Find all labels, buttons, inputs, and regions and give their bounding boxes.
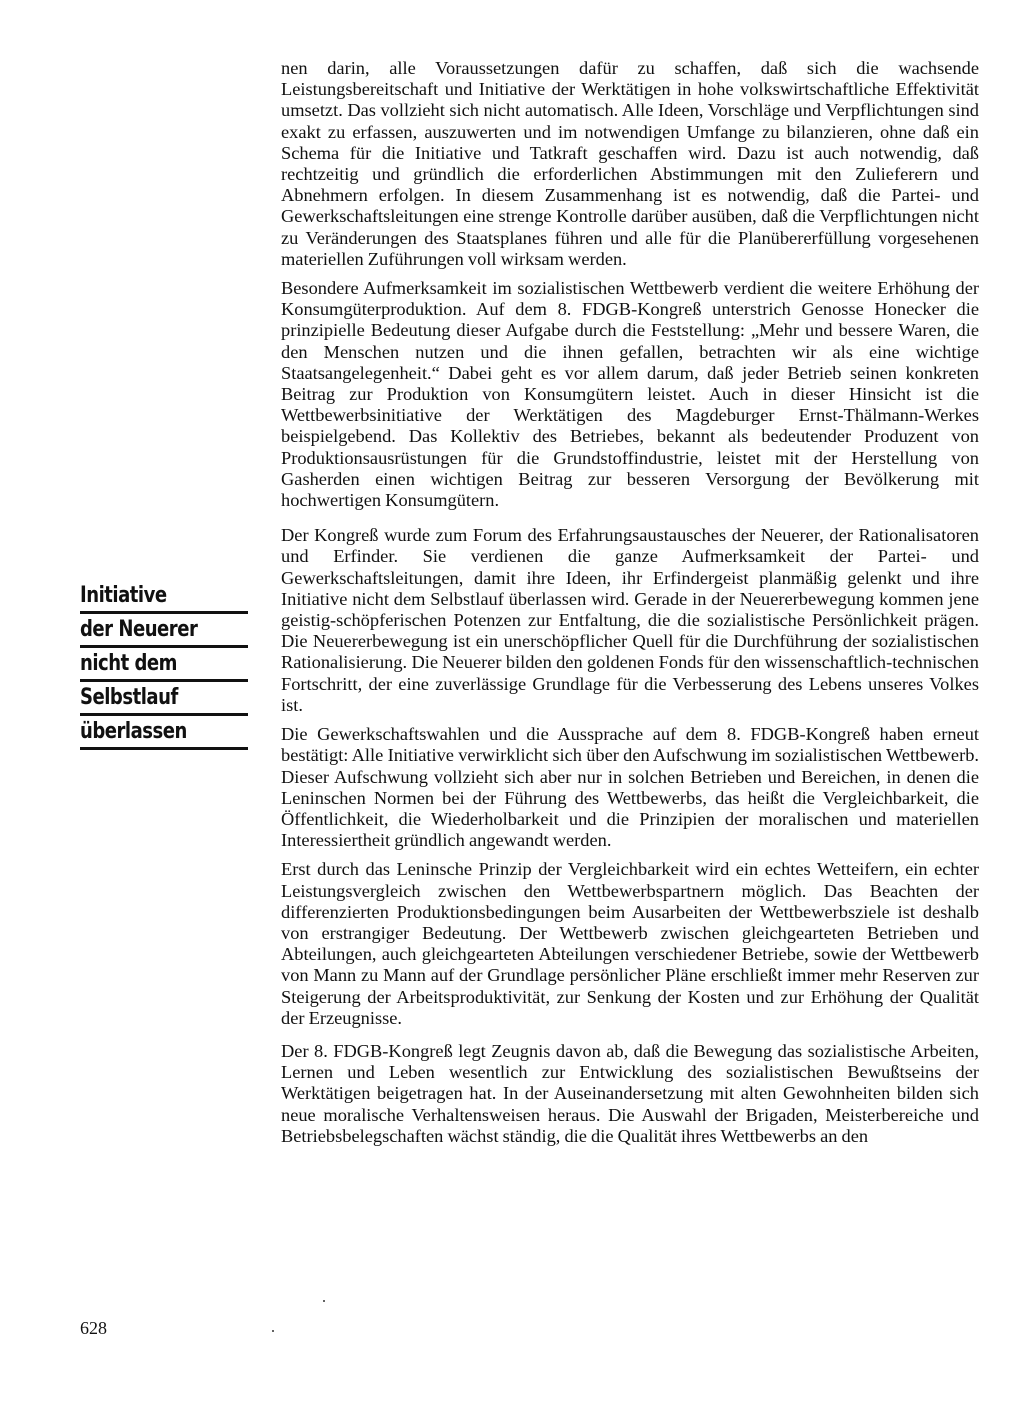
paragraph-5: Erst durch das Leninsche Prinzip der Vergleichbarkeit wird ein echtes Wetteifern, ein echter Leistungsvergleich zwischen den Wettbewerbspartnern möglich. Das Beachten der differenzierten Produktionsbedingungen beim Ausarbeiten der Wettbewerbsziele ist deshalb von erstrangiger Bedeutung. Der Wettbewerb zwischen gleichgearteten Betrieben und Abteilungen, auch gleichgearteten Abteilungen verschiedener Betriebe, sowie der Wettbewerb von Mann zu Mann auf der Grundlage persönlicher Pläne erschließt immer mehr Reserven zur Steigerung der Arbeitsproduktivität, zur Senkung der Kosten und zur Erhöhung der Qualität der Erzeugnisse. (281, 859, 979, 1028)
page-number: 628 (80, 1318, 107, 1338)
paragraph-4: Die Gewerkschaftswahlen und die Aussprache auf dem 8. FDGB-Kongreß haben erneut bestätigt: Alle Initiative verwirklicht sich über den Aufschwung im sozialistischen Wettbewerb. Dieser Aufschwung vollzieht sich aber nur in solchen Betrieben und Bereichen, in denen die Leninschen Normen bei der Führung des Wettbewerbs, das heißt die Vergleichbarkeit, die Öffentlichkeit, die Wiederholbarkeit und die Prinzipien der moralischen und materiellen Interessiertheit gründlich angewandt werden. (281, 724, 979, 851)
paragraph-2: Besondere Aufmerksamkeit im sozialistischen Wettbewerb verdient die weitere Erhöhung der Konsumgüterproduktion. Auf dem 8. FDGB-Kongreß unterstrich Genosse Honecker die prinzipielle Bedeutung dieser Aufgabe durch die Feststellung: „Mehr und bessere Waren, die den Menschen nutzen und die ihnen gefallen, betrachten wir als eine wichtige Staatsangelegenheit.“ Dabei geht es vor allem darum, daß jeder Betrieb seinen konkreten Beitrag zur Produktion von Konsumgütern leistet. Auch in dieser Hinsicht ist die Wettbewerbsinitiative der Werktätigen des Magdeburger Ernst-Thälmann-Werkes beispielgebend. Das Kollektiv des Betriebes, bekannt als bedeutender Produzent von Produktionsausrüstungen für die Grundstoffindustrie, leistet mit der Herstellung von Gasherden einen wichtigen Beitrag zur besseren Versorgung der Bevölkerung mit hochwertigen Konsumgütern. (281, 278, 979, 511)
heading-rule (80, 645, 248, 648)
margin-heading-line: überlassen (80, 719, 187, 744)
margin-heading-line: Initiative (80, 583, 167, 608)
margin-heading-line: Selbstlauf (80, 685, 178, 710)
scan-speck (272, 1330, 274, 1332)
scan-speck (323, 1300, 325, 1302)
margin-heading (80, 583, 248, 753)
heading-rule (80, 747, 248, 750)
heading-rule (80, 679, 248, 682)
heading-rule (80, 611, 248, 614)
paragraph-6: Der 8. FDGB-Kongreß legt Zeugnis davon ab, daß die Bewegung das sozialistische Arbeiten, Lernen und Leben wesentlich zur Entwicklung des sozialistischen Bewußtseins der Werktätigen beigetragen hat. In der Auseinandersetzung mit alten Gewohnheiten bilden sich neue moralische Verhaltensweisen heraus. Die Auswahl der Brigaden, Meisterbereiche und Betriebsbelegschaften wächst ständig, die die Qualität ihres Wettbewerbs an den (281, 1040, 979, 1146)
body-text-column (281, 58, 979, 1147)
paragraph-1: nen darin, alle Voraussetzungen dafür zu schaffen, daß sich die wachsende Leistungsbereitschaft und Initiative der Werktätigen in hohe volkswirtschaftliche Effektivität umsetzt. Das vollzieht sich nicht automatisch. Alle Ideen, Vorschläge und Verpflichtungen sind exakt zu erfassen, auszuwerten und im notwendigen Umfange zu bilanzieren, ohne daß ein Schema für die Initiative und Tatkraft geschaffen wird. Dazu ist auch notwendig, daß rechtzeitig und gründlich die erforderlichen Abstimmungen mit den Zulieferern und Abnehmern erfolgen. In diesem Zusammenhang ist es notwendig, daß die Partei- und Gewerkschaftsleitungen eine strenge Kontrolle darüber ausüben, daß die Verpflichtungen nicht zu Veränderungen des Staatsplanes führen und alle für die Planübererfüllung vorgesehenen materiellen Zuführungen voll wirksam werden. (281, 58, 979, 269)
heading-rule (80, 713, 248, 716)
paragraph-3: Der Kongreß wurde zum Forum des Erfahrungsaustausches der Neuerer, der Rationalisatoren und Erfinder. Sie verdienen die ganze Aufmerksamkeit der Partei- und Gewerkschaftsleitungen, damit ihre Ideen, ihr Erfindergeist planmäßig gelenkt und ihre Initiative nicht dem Selbstlauf überlassen wird. Gerade in der Neuererbewegung kommen jene geistig-schöpferischen Potenzen zur Entfaltung, die die sozialistische Persönlichkeit prägen. Die Neuererbewegung ist ein unerschöpflicher Quell für die Durchführung der sozialistischen Rationalisierung. Die Neuerer bilden den goldenen Fonds für den wissenschaftlich-technischen Fortschritt, der eine zuverlässige Grundlage für die Verbesserung des Lebens unseres Volkes ist. (281, 525, 979, 715)
margin-heading-line: der Neuerer (80, 617, 198, 642)
margin-heading-line: nicht dem (80, 651, 177, 676)
